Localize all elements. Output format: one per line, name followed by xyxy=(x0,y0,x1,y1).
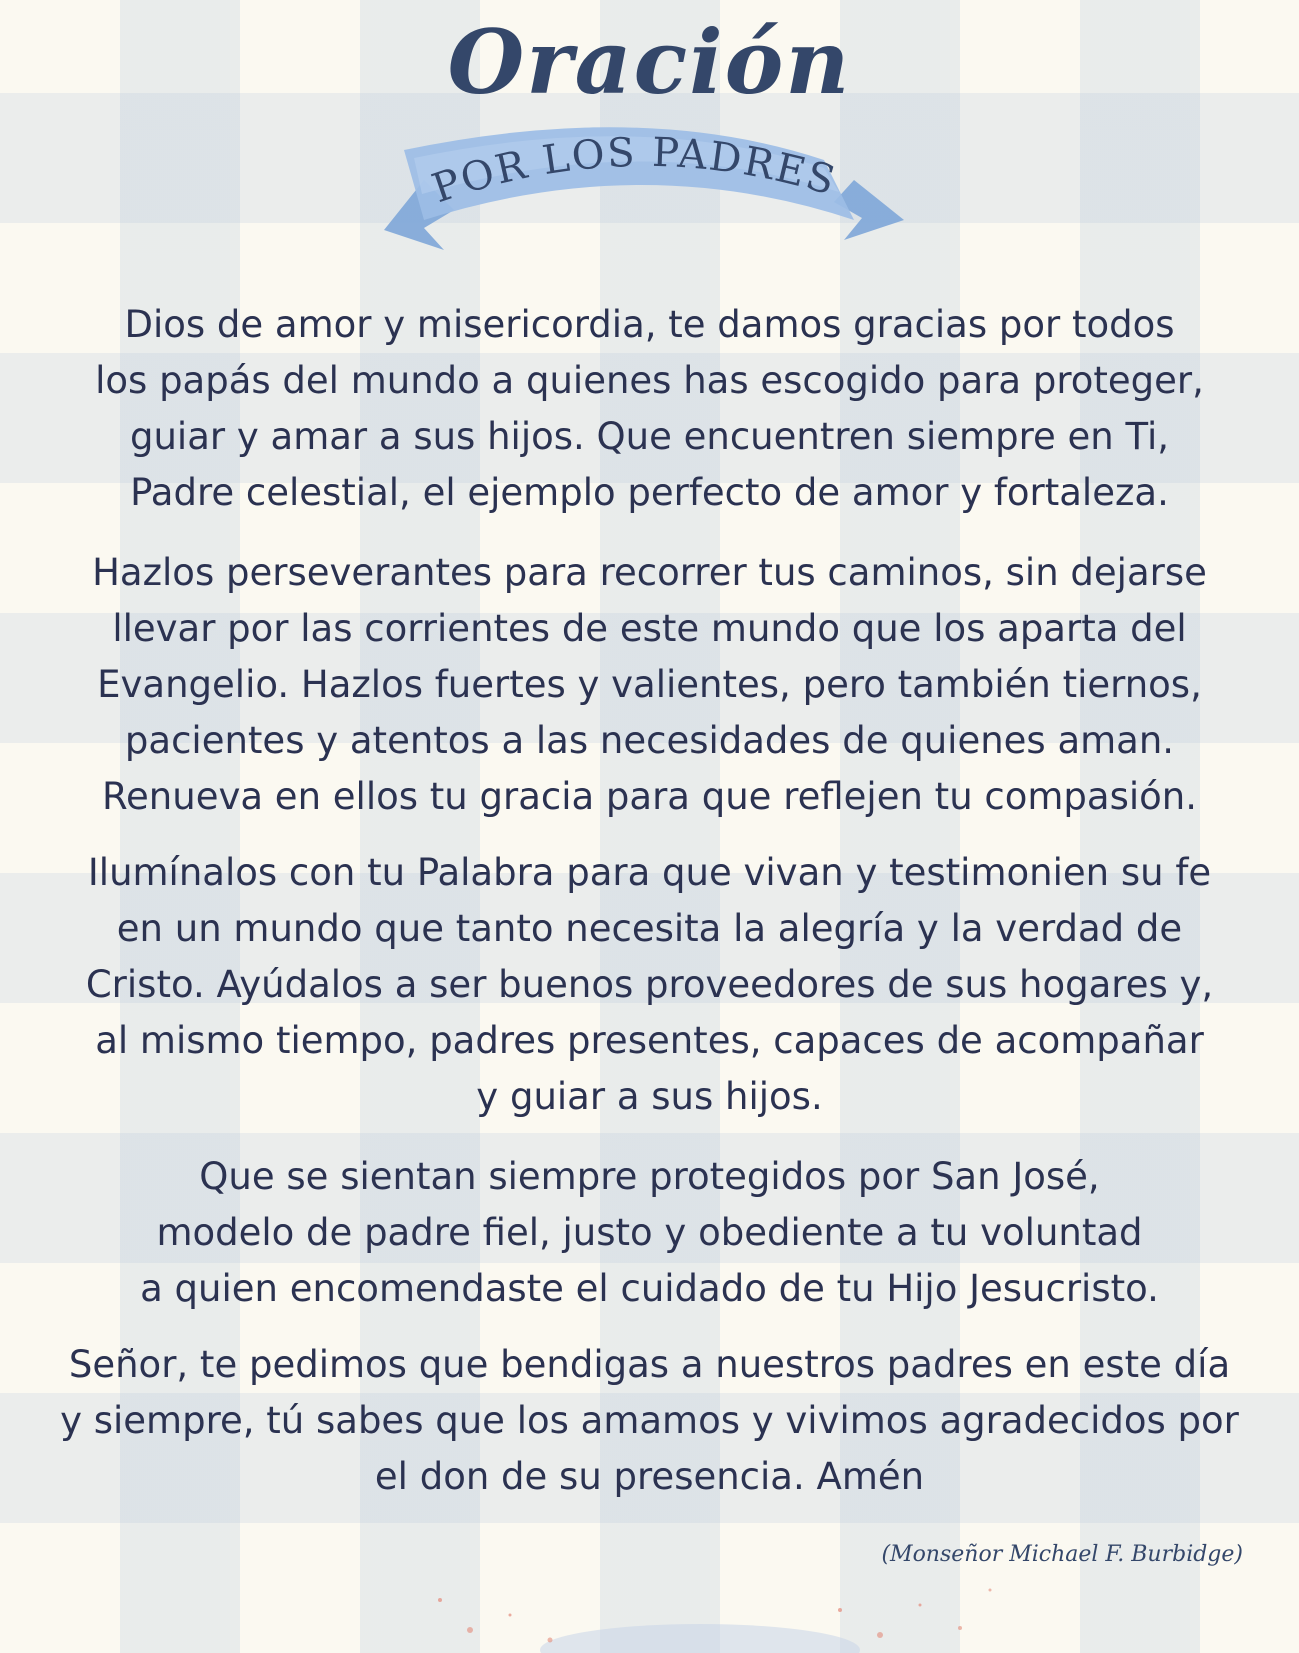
prayer-paragraph-5: Señor, te pedimos que bendigas a nuestros padres en este día y siempre, tú sabes que los amamos y vivimos agradecidos por el don de su presencia. Amén xyxy=(60,1343,1239,1498)
svg-text:POR LOS PADRES xyxy=(427,130,842,213)
prayer-body xyxy=(20,297,1279,1505)
prayer-paragraph-1: Dios de amor y misericordia, te damos gracias por todos los papás del mundo a quienes has escogido para proteger, guiar y amar a sus hijos. Que encuentren siempre en Ti, Padre celestial, el ejemplo perfecto de amor y fortaleza. xyxy=(95,303,1204,514)
prayer-paragraph-4: Que se sientan siempre protegidos por San José, modelo de padre fiel, justo y obediente a tu voluntad a quien encomendaste el cuidado de tu Hijo Jesucristo. xyxy=(140,1155,1159,1310)
title-oracion: Oración xyxy=(447,10,852,114)
author-attribution: (Monseñor Michael F. Burbidge) xyxy=(881,1542,1243,1567)
prayer-paragraph-3: Ilumínalos con tu Palabra para que vivan y testimonien su fe en un mundo que tanto necesita la alegría y la verdad de Cristo. Ayúdalos a ser buenos proveedores de sus hogares y, al mismo tiempo, padres presentes, capaces de acompañar y guiar a sus hijos. xyxy=(85,851,1214,1118)
prayer-paragraph-2: Hazlos perseverantes para recorrer tus caminos, sin dejarse llevar por las corrientes de este mundo que los aparta del Evangelio. Hazlos fuertes y valientes, pero también tiernos, pacientes y atentos a las necesidades de quienes aman. Renueva en ellos tu gracia para que reflejen tu compasión. xyxy=(92,551,1207,818)
banner-label: POR LOS PADRES xyxy=(426,129,842,213)
banner-text xyxy=(420,120,860,230)
